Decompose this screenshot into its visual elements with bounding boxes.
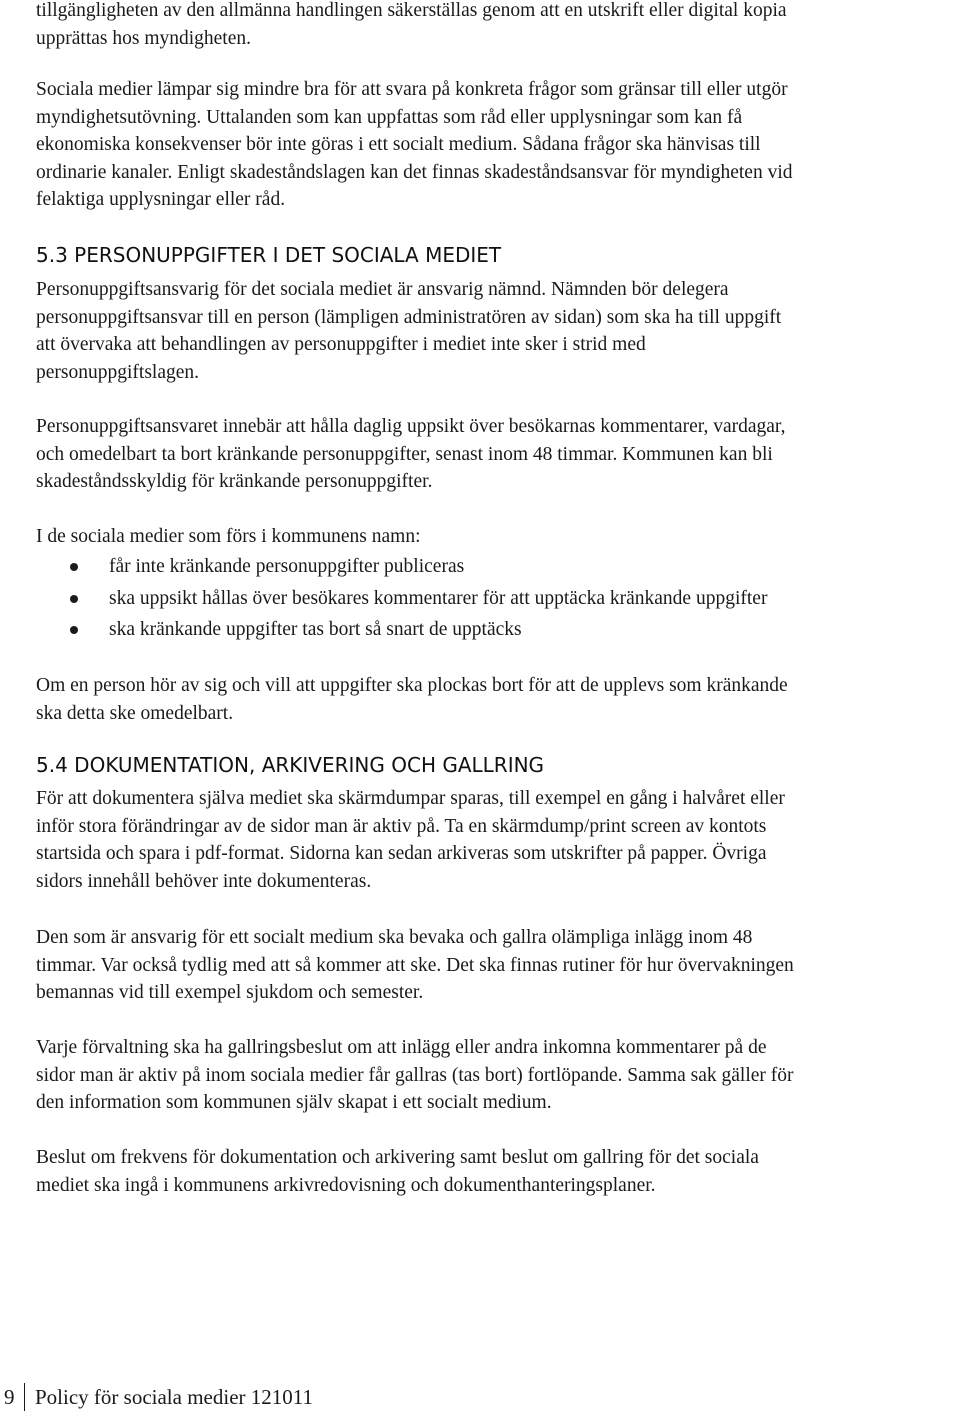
paragraph-documentation: För att dokumentera själva mediet ska skärmdumpar sparas, till exempel en gång i halvåret eller inför stora förändringar av de sidor man är aktiv på. Ta en skärmdump/print screen av kontots startsida och spara i pdf-format. Sidorna kan sedan arkiveras som utskrifter på papper. Övriga sidors innehåll behöver inte dokumenteras.: [36, 788, 785, 892]
section-heading-5-4: [36, 753, 936, 777]
paragraph-monitoring: Den som är ansvarig för ett socialt medium ska bevaka och gallra olämpliga inlägg inom 48 timmar. Var också tydlig med att så kommer att ske. Det ska finnas rutiner för hur övervakningen bemannas vid till exempel sjukdom och semester.: [36, 927, 794, 1003]
list-item: [36, 585, 936, 617]
bullet-icon: [70, 563, 78, 571]
footer-divider: [24, 1383, 25, 1411]
paragraph-weeding-decision: Varje förvaltning ska ha gallringsbeslut om att inlägg eller andra inkomna kommentarer på de sidor man är aktiv på inom sociala medier får gallras (tas bort) fortlöpande. Samma sak gäller för den information som kommunen själv skapat i ett socialt medium.: [36, 1037, 794, 1113]
section-title: PERSONUPPGIFTER I DET SOCIALA MEDIET: [74, 243, 502, 267]
list-item-text: ska uppsikt hållas över besökares kommentarer för att upptäcka kränkande uppgifter: [109, 587, 768, 609]
paragraph-social-media-questions: Sociala medier lämpar sig mindre bra för att svara på konkreta frågor som gränsar till eller utgör myndighetsutövning. Uttalanden som kan uppfattas som råd eller upplysningar som kan få ekonomiska konsekvenser bör inte göras i ett socialt medium. Sådana frågor ska hänvisas till ordinarie kanaler. Enligt skadeståndslagen kan det finnas skadeståndsansvar för myndigheten vid felaktiga upplysningar eller råd.: [36, 79, 793, 210]
bullet-icon: [70, 626, 78, 634]
paragraph-data-controller: Personuppgiftsansvarig för det sociala mediet är ansvarig nämnd. Nämnden bör delegera personuppgiftsansvar till en person (lämpligen administratören av sidan) som ska ha till uppgift att övervaka att behandlingen av personuppgifter i mediet inte sker i strid med personuppgiftslagen.: [36, 279, 782, 383]
bullet-icon: [70, 595, 78, 603]
footer-title: Policy för sociala medier 121011: [35, 1385, 313, 1409]
section-heading-5-3: [36, 243, 936, 267]
list-item: [36, 616, 936, 648]
section-number: 5.4: [36, 753, 68, 777]
page-footer: [0, 1383, 500, 1411]
bullet-list: [36, 553, 936, 648]
list-item-text: ska kränkande uppgifter tas bort så snart de upptäcks: [109, 619, 522, 640]
paragraph-continuation: tillgängligheten av den allmänna handlingen säkerställas genom att en utskrift eller digital kopia upprättas hos myndigheten.: [36, 0, 787, 49]
paragraph-archiving: Beslut om frekvens för dokumentation och arkivering samt beslut om gallring för det sociala mediet ska ingå i kommunens arkivredovisning och dokumenthanteringsplaner.: [36, 1147, 759, 1196]
page-number: 9: [4, 1385, 15, 1409]
list-item-text: får inte kränkande personuppgifter publiceras: [109, 556, 465, 577]
paragraph-list-intro: I de sociala medier som förs i kommunens namn:: [36, 526, 421, 547]
section-title: DOKUMENTATION, ARKIVERING OCH GALLRING: [74, 753, 545, 777]
section-number: 5.3: [36, 243, 68, 267]
paragraph-removal-request: Om en person hör av sig och vill att uppgifter ska plockas bort för att de upplevs som kränkande ska detta ske omedelbart.: [36, 675, 788, 724]
paragraph-responsibility: Personuppgiftsansvaret innebär att hålla daglig uppsikt över besökarnas kommentarer, vardagar, och omedelbart ta bort kränkande personuppgifter, senast inom 48 timmar. Kommunen kan bli skadeståndsskyldig för kränkande personuppgifter.: [36, 416, 786, 492]
list-item: [36, 553, 936, 585]
